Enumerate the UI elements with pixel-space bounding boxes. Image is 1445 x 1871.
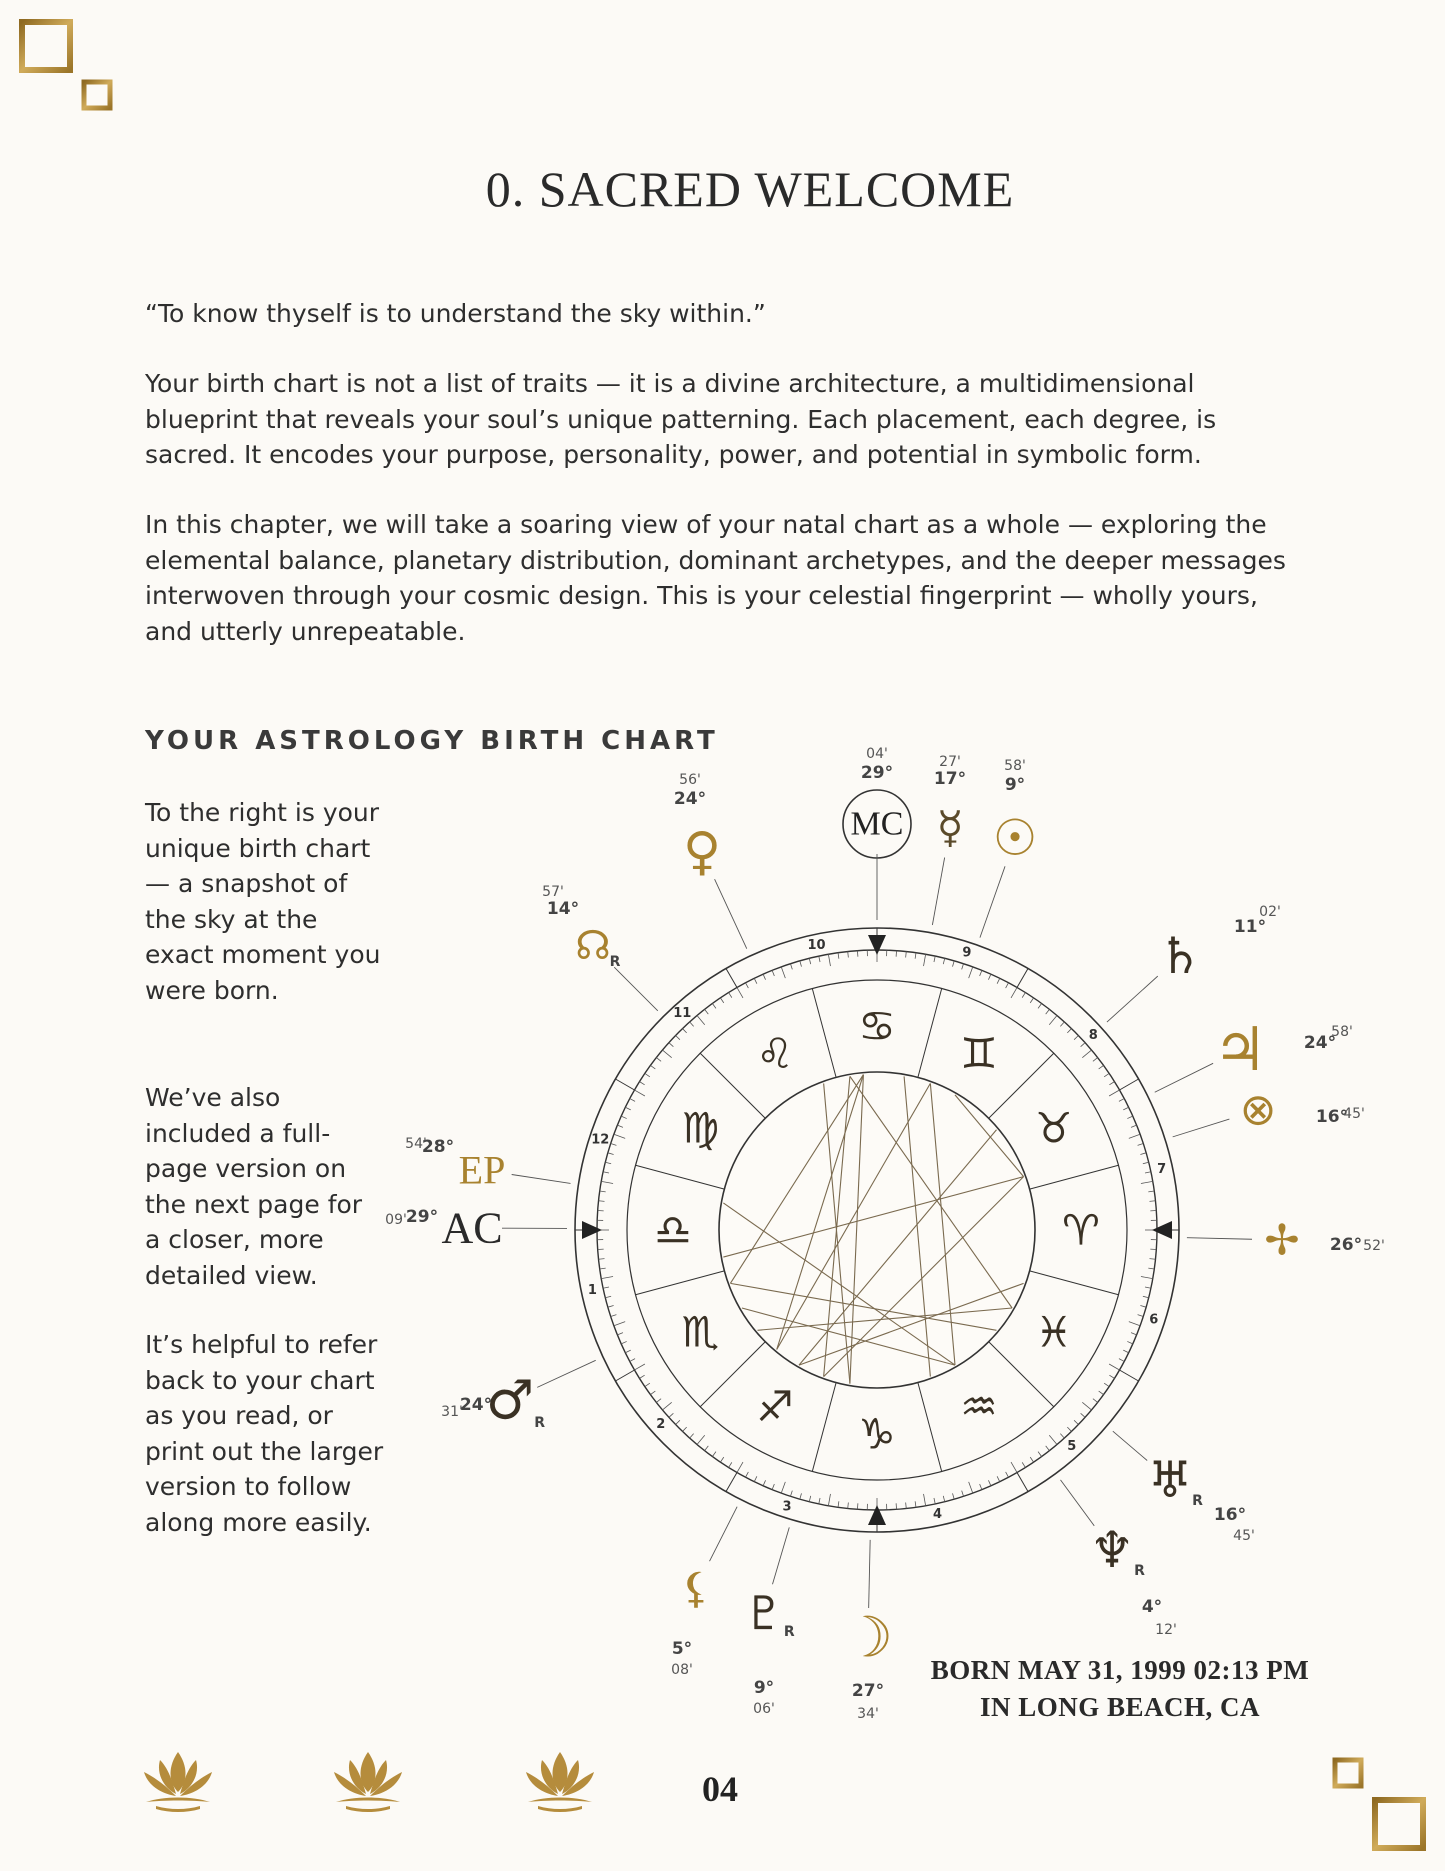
degree-tick — [630, 1099, 635, 1102]
vertex-icon: ✢ — [1264, 1215, 1300, 1265]
planet-leader-line — [614, 967, 658, 1011]
degree-tick — [772, 970, 774, 976]
degree-tick — [729, 993, 732, 998]
page-title: 0. SACRED WELCOME — [485, 161, 1015, 217]
ac-minutes: 09' — [385, 1212, 407, 1228]
moon-icon: ☽ — [842, 1605, 894, 1671]
degree-tick — [988, 974, 990, 979]
degree-tick — [790, 964, 792, 970]
degree-tick — [781, 1482, 785, 1493]
degree-tick — [720, 998, 723, 1003]
part-of-fortune-degree: 16° — [1315, 1107, 1349, 1127]
degree-tick — [969, 1482, 973, 1493]
degree-tick — [1046, 1446, 1050, 1451]
degree-tick — [663, 1402, 672, 1410]
degree-tick — [800, 1493, 802, 1499]
degree-tick — [781, 967, 785, 978]
degree-tick — [712, 1003, 716, 1008]
degree-tick — [1046, 1009, 1050, 1014]
degree-tick — [828, 1494, 830, 1506]
house-number: 2 — [656, 1417, 666, 1433]
uranus-minutes: 45' — [1233, 1528, 1255, 1544]
degree-tick — [621, 1116, 626, 1118]
side-paragraph-2: We’ve also included a full-page version on the next page for a closer, more detailed view. — [145, 1083, 363, 1290]
degree-tick — [1030, 1457, 1033, 1462]
degree-tick — [1127, 1116, 1132, 1118]
ep-degree: 28° — [421, 1137, 455, 1157]
degree-tick — [690, 1434, 694, 1438]
degree-tick — [617, 1333, 623, 1335]
degree-tick — [625, 1350, 630, 1353]
degree-tick — [1145, 1172, 1151, 1173]
degree-tick — [962, 1491, 964, 1497]
venus-icon: ♀ — [682, 822, 722, 882]
house-number: 6 — [1149, 1312, 1159, 1328]
pluto-degree: 9° — [753, 1678, 775, 1698]
neptune-icon: ♆ — [1089, 1521, 1135, 1579]
degree-tick — [625, 1107, 630, 1110]
degree-tick — [819, 1498, 820, 1504]
degree-tick — [682, 1427, 686, 1431]
intro-paragraph-2: In this chapter, we will take a soaring view of your natal chart as a whole — exploring the elemental balance, planetary distribution, dominant archetypes, and the deeper messages interwoven through your cosmic design. This is your celestial fingerprint — wholly yours, and utterly unrepeatable. — [145, 510, 1286, 646]
degree-tick — [611, 1143, 617, 1145]
mc-icon: MC — [850, 805, 904, 843]
mars-minutes: 31' — [441, 1404, 463, 1420]
sign-capricorn-icon: ♑ — [858, 1409, 896, 1459]
sign-divider — [636, 1271, 725, 1295]
degree-tick — [746, 1472, 749, 1477]
venus-minutes: 56' — [679, 772, 701, 788]
degree-tick — [712, 1452, 716, 1457]
inner-ring — [719, 1072, 1035, 1388]
degree-tick — [1149, 1201, 1155, 1202]
degree-tick — [763, 1480, 765, 1485]
house-number: 11 — [673, 1006, 692, 1022]
sign-divider — [812, 1383, 836, 1472]
sign-libra-icon: ♎ — [654, 1205, 692, 1255]
sign-divider — [636, 1165, 725, 1189]
sign-divider — [1030, 1165, 1119, 1189]
mc-degree: 29° — [860, 763, 894, 783]
degree-tick — [754, 978, 757, 983]
jupiter-degree: 24° — [1303, 1033, 1337, 1053]
intro-paragraph-1: Your birth chart is not a list of traits — it is a divine architecture, a multidimensional blueprint that reveals your soul’s unique patterning. Each placement, each degree, is sacred. It encodes your purpose, personality, power, and potential in symbolic form. — [145, 369, 1217, 469]
lilith-degree: 5° — [671, 1639, 693, 1659]
mercury-minutes: 27' — [939, 754, 961, 770]
degree-tick — [1104, 1073, 1109, 1076]
degree-tick — [1082, 1402, 1091, 1410]
sun-degree: 9° — [1004, 775, 1026, 795]
saturn-minutes: 02' — [1259, 904, 1281, 920]
degree-tick — [705, 1009, 709, 1014]
degree-tick — [953, 961, 955, 967]
degree-tick — [645, 1383, 650, 1386]
sun-icon: ☉ — [992, 809, 1038, 867]
birth-chart-wheel — [360, 720, 1400, 1740]
degree-tick — [1109, 1375, 1114, 1378]
degree-tick — [1140, 1306, 1146, 1308]
degree-tick — [690, 1022, 694, 1026]
node-retrograde: R — [609, 954, 621, 970]
house-cusp — [615, 1370, 634, 1381]
dc-axis-marker — [1152, 1221, 1172, 1239]
degree-tick — [906, 1502, 907, 1508]
degree-tick — [809, 1496, 810, 1502]
house-number: 7 — [1157, 1161, 1167, 1177]
vertex-degree: 26° — [1329, 1235, 1363, 1255]
degree-tick — [746, 983, 749, 988]
degree-tick — [599, 1259, 605, 1260]
degree-tick — [819, 956, 820, 962]
degree-tick — [669, 1413, 673, 1417]
mercury-degree: 17° — [933, 769, 967, 789]
degree-tick — [1138, 1315, 1144, 1317]
degree-tick — [599, 1201, 605, 1202]
degree-tick — [720, 1457, 723, 1462]
degree-tick — [697, 1016, 705, 1025]
degree-tick — [838, 953, 839, 959]
sign-divider — [918, 1383, 942, 1472]
degree-tick — [848, 952, 849, 958]
section-heading: YOUR ASTROLOGY BIRTH CHART — [145, 726, 719, 756]
degree-tick — [737, 988, 743, 998]
degree-tick — [848, 1502, 849, 1508]
degree-tick — [1143, 1296, 1149, 1297]
degree-tick — [988, 1480, 990, 1485]
degree-tick — [1123, 1350, 1128, 1353]
house-number: 4 — [932, 1507, 943, 1523]
degree-tick — [1038, 1452, 1042, 1457]
degree-tick — [630, 1359, 635, 1362]
moon-degree: 27° — [851, 1681, 885, 1701]
sign-aries-icon: ♈ — [1062, 1205, 1100, 1255]
sun-minutes: 58' — [1004, 758, 1026, 774]
degree-tick — [601, 1277, 613, 1279]
degree-tick — [1148, 1268, 1154, 1269]
side-paragraph-1: To the right is your unique birth chart — a snapshot of the sky at the exact moment you were born. — [145, 798, 381, 1005]
degree-tick — [1148, 1191, 1154, 1192]
degree-tick — [600, 1268, 606, 1269]
degree-tick — [1081, 1043, 1085, 1047]
planet-leader-line — [1113, 1431, 1147, 1460]
ep-minutes: 54' — [405, 1136, 427, 1152]
lilith-minutes: 08' — [671, 1662, 693, 1678]
degree-tick — [1138, 1143, 1144, 1145]
degree-tick — [838, 1501, 839, 1507]
degree-tick — [676, 1420, 680, 1424]
side-paragraph-3: It’s helpful to refer back to your chart as you read, or print out the larger version to follow along more easily. — [145, 1330, 384, 1537]
degree-tick — [608, 1306, 614, 1308]
mars-retrograde: R — [534, 1415, 546, 1431]
birth-info — [900, 1652, 1340, 1726]
ac-axis-marker — [582, 1221, 602, 1239]
moon-minutes: 34' — [857, 1706, 879, 1722]
lotus-icon — [138, 1748, 218, 1814]
degree-tick — [640, 1375, 645, 1378]
degree-tick — [1011, 988, 1017, 998]
degree-tick — [705, 1446, 709, 1451]
degree-tick — [1049, 1435, 1057, 1444]
ac-degree: 29° — [405, 1207, 439, 1227]
degree-tick — [617, 1125, 623, 1127]
degree-tick — [772, 1484, 774, 1490]
degree-tick — [906, 952, 907, 958]
pluto-minutes: 06' — [753, 1701, 775, 1717]
sign-pisces-icon: ♓ — [1034, 1307, 1073, 1357]
house-number: 5 — [1067, 1438, 1077, 1454]
degree-tick — [605, 1162, 611, 1163]
house-number: 1 — [587, 1283, 597, 1299]
degree-tick — [601, 1181, 613, 1183]
degree-tick — [614, 1322, 625, 1326]
degree-tick — [1006, 983, 1009, 988]
degree-tick — [1022, 1462, 1025, 1467]
lotus-icon — [520, 1748, 600, 1814]
degree-tick — [943, 958, 944, 964]
mc-axis-marker — [868, 935, 886, 955]
sign-cancer-icon: ♋ — [858, 1001, 896, 1051]
degree-tick — [650, 1065, 655, 1069]
degree-tick — [1131, 1125, 1137, 1127]
part-of-fortune-icon: ⊗ — [1239, 1084, 1277, 1136]
degree-tick — [1067, 1029, 1071, 1033]
degree-tick — [763, 974, 765, 979]
house-number: 9 — [962, 945, 972, 961]
planet-leader-line — [869, 1540, 871, 1608]
neptune-minutes: 12' — [1155, 1622, 1177, 1638]
vertex-minutes: 52' — [1363, 1238, 1385, 1254]
mercury-icon: ☿ — [936, 802, 964, 854]
degree-tick — [943, 1496, 944, 1502]
degree-tick — [621, 1341, 626, 1343]
saturn-degree: 11° — [1233, 917, 1267, 937]
degree-tick — [1104, 1383, 1109, 1386]
degree-tick — [603, 1172, 609, 1173]
planet-leader-line — [980, 866, 1005, 937]
mc-minutes: 04' — [866, 746, 888, 762]
sign-gemini-icon: ♊ — [960, 1028, 998, 1078]
degree-tick — [1074, 1420, 1078, 1424]
planet-leader-line — [772, 1527, 789, 1584]
uranus-retrograde: R — [1192, 1493, 1203, 1509]
degree-tick — [997, 978, 1000, 983]
birth-date-time: BORN MAY 31, 1999 02:13 PM — [930, 1655, 1310, 1685]
degree-tick — [1109, 1090, 1119, 1096]
degree-tick — [611, 1315, 617, 1317]
planet-leader-line — [512, 1175, 571, 1184]
sign-divider — [918, 989, 942, 1078]
jupiter-icon: ♃ — [1213, 1015, 1267, 1085]
degree-tick — [605, 1296, 611, 1297]
degree-tick — [737, 1462, 743, 1472]
sign-taurus-icon: ♉ — [1034, 1103, 1073, 1153]
degree-tick — [614, 1134, 625, 1138]
house-cusp — [1119, 1370, 1138, 1381]
sign-virgo-icon: ♍ — [681, 1103, 720, 1153]
degree-tick — [1049, 1016, 1057, 1025]
degree-tick — [1143, 1162, 1149, 1163]
degree-tick — [635, 1090, 645, 1096]
birth-location: IN LONG BEACH, CA — [979, 1692, 1261, 1722]
degree-tick — [980, 970, 982, 976]
degree-tick — [1011, 1462, 1017, 1472]
degree-tick — [1006, 1472, 1009, 1477]
degree-tick — [1109, 1082, 1114, 1085]
degree-tick — [915, 953, 916, 959]
degree-tick — [1093, 1399, 1098, 1403]
degree-tick — [924, 954, 926, 966]
part-of-fortune-minutes: 45' — [1343, 1106, 1365, 1122]
house-cusp — [1017, 968, 1028, 987]
degree-tick — [934, 1498, 935, 1504]
degree-tick — [754, 1476, 757, 1481]
degree-tick — [1109, 1364, 1119, 1370]
pluto-retrograde: R — [783, 1624, 795, 1640]
house-number: 12 — [591, 1132, 610, 1148]
neptune-degree: 4° — [1141, 1597, 1163, 1617]
degree-tick — [1093, 1058, 1098, 1062]
venus-degree: 24° — [673, 789, 707, 809]
degree-tick — [600, 1191, 606, 1192]
degree-tick — [997, 1476, 1000, 1481]
degree-tick — [953, 1493, 955, 1499]
sign-divider — [1030, 1271, 1119, 1295]
degree-tick — [645, 1073, 650, 1076]
opening-quote: “To know thyself is to understand the sky within.” — [145, 299, 766, 328]
degree-tick — [635, 1364, 645, 1370]
degree-tick — [969, 967, 973, 978]
degree-tick — [1149, 1259, 1155, 1260]
planet-leader-line — [715, 879, 747, 948]
degree-tick — [1038, 1003, 1042, 1008]
sign-aquarius-icon: ♒ — [960, 1382, 998, 1432]
degree-tick — [640, 1082, 645, 1085]
mars-degree: 24° — [459, 1395, 493, 1415]
pluto-icon: ♇ — [743, 1586, 785, 1640]
planet-leader-line — [1173, 1119, 1230, 1137]
jupiter-minutes: 58' — [1331, 1024, 1353, 1040]
degree-tick — [729, 1462, 732, 1467]
planet-leader-line — [537, 1360, 595, 1387]
uranus-degree: 16° — [1213, 1505, 1247, 1525]
ic-axis-marker — [868, 1505, 886, 1525]
degree-tick — [603, 1287, 609, 1288]
degree-tick — [1022, 993, 1025, 998]
degree-tick — [1081, 1413, 1085, 1417]
sign-divider — [812, 989, 836, 1078]
degree-tick — [697, 1435, 705, 1444]
uranus-icon: ♅ — [1147, 1451, 1193, 1509]
degree-tick — [1099, 1391, 1104, 1395]
house-number: 3 — [782, 1499, 792, 1515]
sign-scorpio-icon: ♏ — [681, 1307, 720, 1357]
degree-tick — [1060, 1022, 1064, 1026]
degree-tick — [656, 1058, 661, 1062]
neptune-retrograde: R — [1134, 1563, 1145, 1579]
degree-tick — [656, 1399, 661, 1403]
degree-tick — [1067, 1427, 1071, 1431]
mars-icon: ♂ — [485, 1368, 535, 1432]
ep-icon: EP — [458, 1147, 506, 1193]
sign-sagittarius-icon: ♐ — [756, 1382, 794, 1432]
house-cusp — [726, 968, 737, 987]
saturn-icon: ♄ — [1157, 927, 1203, 985]
planet-leader-line — [1155, 1063, 1213, 1092]
degree-tick — [924, 1494, 926, 1506]
degree-tick — [1127, 1341, 1132, 1343]
degree-tick — [1119, 1359, 1124, 1362]
degree-tick — [915, 1501, 916, 1507]
degree-tick — [934, 956, 935, 962]
degree-tick — [1082, 1050, 1091, 1058]
ac-icon: AC — [441, 1203, 503, 1253]
planet-leader-line — [1060, 1480, 1094, 1526]
house-cusp — [615, 1079, 634, 1090]
house-number: 8 — [1088, 1027, 1098, 1043]
degree-tick — [809, 958, 810, 964]
planet-leader-line — [932, 858, 944, 925]
house-number: 10 — [807, 937, 826, 953]
degree-tick — [1060, 1434, 1064, 1438]
degree-tick — [1030, 998, 1033, 1003]
degree-tick — [663, 1050, 672, 1058]
degree-tick — [1099, 1065, 1104, 1069]
degree-tick — [1129, 1322, 1140, 1326]
planet-leader-line — [710, 1507, 738, 1562]
degree-tick — [1141, 1181, 1153, 1183]
degree-tick — [650, 1391, 655, 1395]
degree-tick — [800, 961, 802, 967]
degree-tick — [682, 1029, 686, 1033]
house-cusp — [726, 1472, 737, 1491]
planet-leader-line — [1187, 1238, 1252, 1240]
degree-tick — [608, 1153, 614, 1155]
degree-tick — [1131, 1333, 1137, 1335]
degree-tick — [1119, 1099, 1124, 1102]
sign-leo-icon: ♌ — [756, 1028, 794, 1078]
house-cusp — [1119, 1079, 1138, 1090]
degree-tick — [669, 1043, 673, 1047]
degree-tick — [1140, 1153, 1146, 1155]
degree-tick — [962, 964, 964, 970]
degree-tick — [676, 1035, 680, 1039]
planet-leader-line — [1107, 976, 1158, 1022]
house-cusp — [1017, 1472, 1028, 1491]
degree-tick — [790, 1491, 792, 1497]
degree-tick — [1074, 1035, 1078, 1039]
node-degree: 14° — [546, 899, 580, 919]
page-number: 04 — [702, 1769, 738, 1809]
degree-tick — [1145, 1287, 1151, 1288]
degree-tick — [1123, 1107, 1128, 1110]
lotus-icon — [328, 1748, 408, 1814]
degree-tick — [1129, 1134, 1140, 1138]
degree-tick — [1141, 1277, 1153, 1279]
degree-tick — [828, 954, 830, 966]
node-minutes: 57' — [542, 884, 564, 900]
degree-tick — [980, 1484, 982, 1490]
node-icon: ☊ — [575, 923, 611, 969]
lilith-icon: ⚸ — [680, 1563, 712, 1613]
